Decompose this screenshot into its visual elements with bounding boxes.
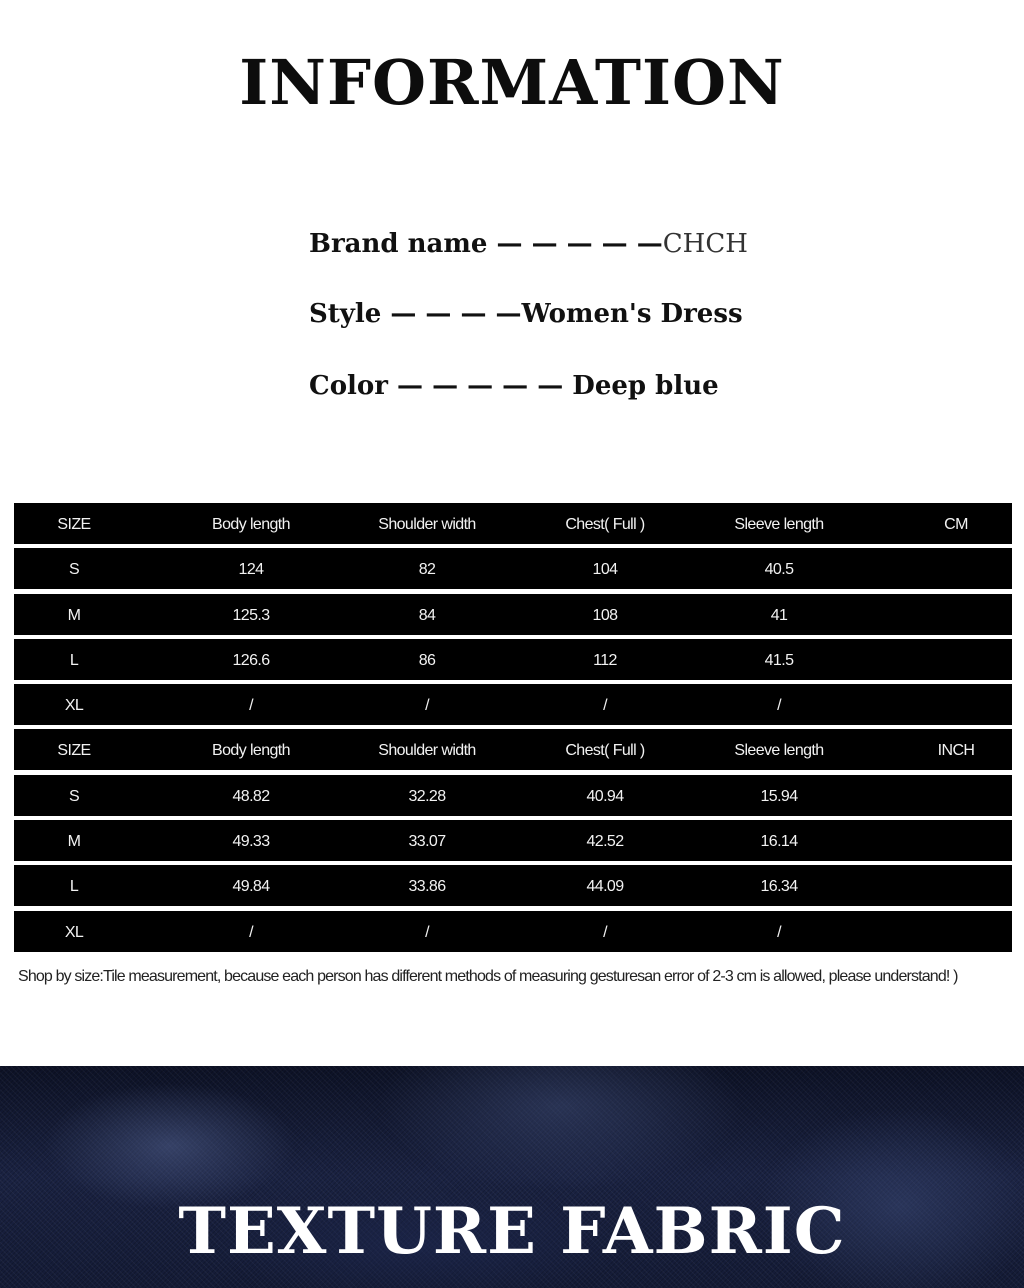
table-cell: / [777,697,781,715]
unit-cell: CM [944,516,968,533]
table-row [14,911,1012,952]
table-row [14,684,1012,725]
table-cell: 48.82 [232,787,270,805]
table-cell: 40.94 [586,787,624,805]
table-row [14,820,1012,861]
table-cell: 49.33 [232,833,270,851]
header-cell: Sleeve length [734,516,824,533]
table-cell: 84 [418,606,436,624]
header-cell: Chest( Full ) [565,742,645,760]
info-label: Brand name [309,229,488,259]
measurement-note: Shop by size:Tile measurement, because each person has different methods of measuring gesturesan error of 2-3 cm is allowed, please understand! ) [18,968,958,985]
size-cell: M [67,833,81,851]
size-cell: L [69,878,79,896]
table-cell: 86 [418,651,436,669]
size-cell: XL [64,923,84,941]
info-dashes: — — — — — [397,371,564,401]
table-header-inch [14,729,1012,770]
table-cell: 41 [770,606,788,624]
header-cell: SIZE [57,742,91,760]
info-color [309,364,748,434]
info-value: CHCH [662,229,748,259]
table-cell: 104 [592,561,618,579]
header-cell: SIZE [57,516,91,533]
header-cell: Sleeve length [734,742,824,760]
header-cell: Body length [212,742,290,760]
header-cell: Chest( Full ) [565,516,645,533]
table-cell: 126.6 [232,651,270,669]
unit-cell: INCH [937,742,975,760]
size-cell: S [68,561,80,579]
table-cell: 108 [592,606,618,624]
table-row [14,865,1012,906]
table-cell: / [603,923,607,941]
table-cell: 40.5 [764,561,794,579]
table-row [14,639,1012,680]
info-value: Deep blue [572,371,719,401]
table-cell: / [425,923,429,941]
info-brand [309,222,748,292]
header-cell: Shoulder width [378,742,476,760]
table-cell: 33.86 [408,878,446,896]
table-cell: 82 [418,561,436,579]
table-cell: / [249,923,253,941]
table-cell: 44.09 [586,878,624,896]
size-table [14,503,1012,956]
table-row [14,594,1012,635]
table-cell: 16.14 [760,833,798,851]
size-cell: M [67,606,81,624]
size-cell: L [69,651,79,669]
info-dashes: — — — — — [496,229,663,259]
info-label: Style [309,299,382,329]
table-cell: / [425,697,429,715]
info-value: Women's Dress [521,299,743,329]
table-header-cm [14,503,1012,544]
info-label: Color [309,371,388,401]
table-cell: / [603,697,607,715]
table-cell: 33.07 [408,833,446,851]
table-cell: / [777,923,781,941]
table-cell: 124 [238,561,264,579]
table-cell: 125.3 [232,606,270,624]
table-cell: 41.5 [764,651,794,669]
table-cell: 112 [593,651,617,669]
info-style [309,292,748,362]
table-cell: 42.52 [586,833,624,851]
size-cell: S [68,787,80,805]
table-cell: 32.28 [408,787,446,805]
table-cell: 49.84 [232,878,270,896]
product-info [309,222,748,434]
header-cell: Shoulder width [378,516,476,533]
info-dashes: — — — — [390,299,522,329]
table-row [14,775,1012,816]
table-cell: 16.34 [760,878,798,896]
table-row [14,548,1012,589]
fabric-banner [0,1066,1024,1288]
table-cell: / [249,697,253,715]
table-cell: 15.94 [760,787,798,805]
page-title: INFORMATION [239,46,785,119]
size-cell: XL [64,697,84,715]
header-cell: Body length [212,516,290,533]
fabric-title: TEXTURE FABRIC [178,1194,846,1269]
